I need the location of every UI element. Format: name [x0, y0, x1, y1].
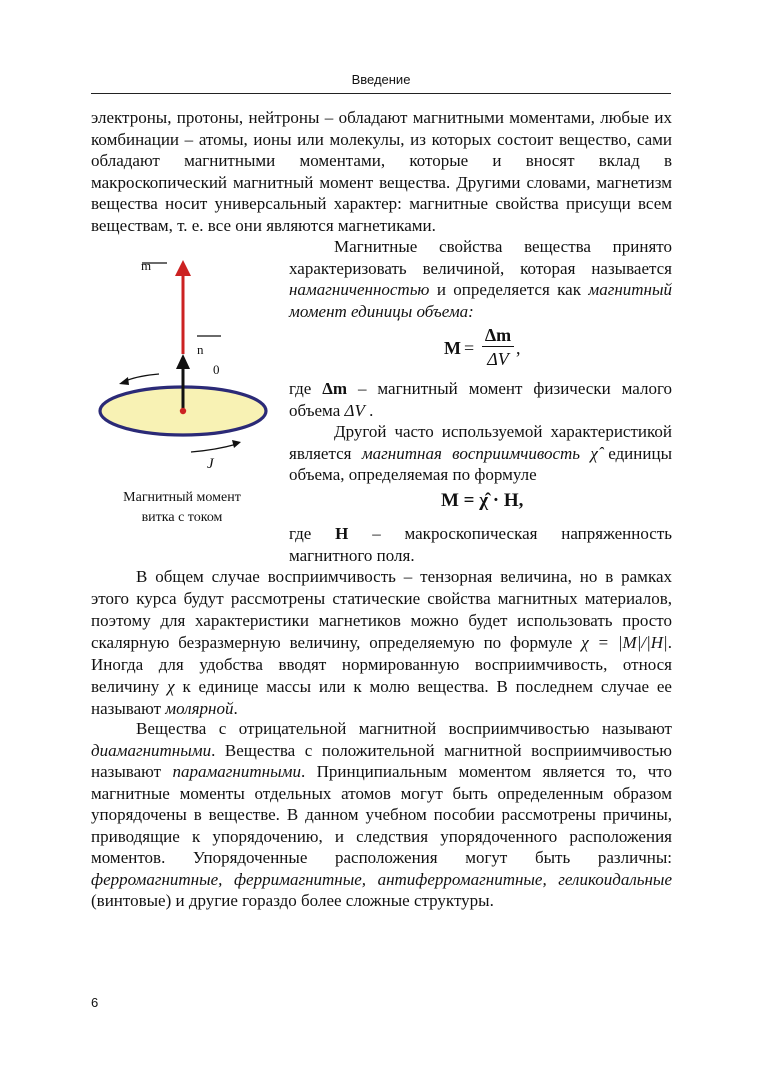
running-header: Введение — [351, 72, 411, 87]
label-origin: 0 — [213, 362, 220, 377]
tensor-text-a: В общем случае восприимчивость – тензорная величина, но в рамках этого курса будут рассмотрены статические свойства магнитных материалов, поэтому для характеристики магнетиков можно будет использовать просто скалярную безразмерную величину, определяемую по формуле — [91, 567, 672, 652]
paramagnetic-term: парамагнитными — [172, 762, 301, 781]
susceptibility-symbol: χ̂ — [590, 443, 598, 463]
where1-c: . — [364, 400, 374, 420]
normal-vector-arrowhead — [176, 354, 190, 369]
classes-paragraph — [91, 718, 672, 912]
formula1-denominator: ΔV — [487, 349, 509, 369]
formula1-lhs: M — [444, 338, 461, 358]
magnetization-definition: магнитный момент единицы объема: — [289, 280, 672, 321]
formula1-equals: = — [464, 338, 475, 358]
susceptibility-text-b: единицы объема, определяемая по формуле — [289, 443, 672, 484]
chi-formula: χ = |M|/|H| — [581, 633, 668, 652]
header-rule — [91, 93, 671, 94]
where2-b: – макроскопическая напряженность магнитного поля. — [289, 524, 672, 565]
formula1-numerator: Δm — [484, 325, 512, 345]
tensor-paragraph — [91, 566, 672, 720]
label-n: n — [197, 342, 204, 357]
where2-a: где — [289, 524, 336, 543]
where-delta-m — [289, 378, 672, 421]
formula-susceptibility: M = χ̂ · H, — [441, 490, 524, 511]
classes-text-b: . Вещества с положительной магнитной восприимчивостью называют — [91, 740, 672, 781]
moment-vector-arrowhead — [175, 260, 191, 276]
tensor-text-d: . — [233, 699, 238, 718]
circulation-arrowhead-top — [119, 377, 129, 385]
intro-paragraph: электроны, протоны, нейтроны – обладают магнитными моментами, любые их комбинации – атомы, ионы или молекулы, из которых состоит вещество, сами обладают магнитными моментами, которые и вносят вклад в макроскопический магнитный момент вещества. Другими словами, магнетизм вещества носит универсальный характер: магнитные свойства присущи всем веществам, т. е. все они являются магнетиками. — [91, 108, 672, 235]
where1-sym2: ΔV — [344, 400, 365, 420]
label-m: m — [141, 258, 152, 273]
where1-sym1: Δm — [322, 379, 348, 398]
magnetization-text-a: Магнитные свойства вещества принято характеризовать величиной, которая называется — [289, 237, 672, 278]
ordering-types: ферромагнитные, ферримагнитные, антиферромагнитные, геликоидальные — [91, 869, 672, 889]
classes-text-d: (винтовые) и другие гораздо более сложные структуры. — [91, 891, 494, 910]
circulation-arrow-bottom — [191, 444, 237, 452]
loop-center — [180, 408, 186, 414]
magnetization-paragraph — [289, 236, 672, 322]
classes-text-a: Вещества с отрицательной магнитной восприимчивостью называют — [136, 719, 672, 738]
caption-line-1: Магнитный момент — [123, 490, 241, 505]
label-current-J: J — [207, 456, 214, 472]
formula1-fraction-bar — [482, 346, 514, 347]
magnetization-term: намагниченностью — [289, 280, 430, 299]
current-loop-figure — [91, 250, 281, 480]
formula1-comma: , — [516, 338, 521, 358]
caption-line-2: витка с током — [141, 510, 223, 525]
susceptibility-paragraph — [289, 421, 672, 486]
magnetization-text-b: и определяется как — [429, 280, 589, 299]
where1-a: где — [289, 379, 323, 398]
tensor-text-c: к единице массы или к молю вещества. В последнем случае ее называют — [91, 677, 672, 718]
circulation-arrowhead-bottom — [232, 440, 241, 448]
tensor-text-b: . Иногда для удобства вводят нормированную восприимчивость, относя величину — [91, 633, 672, 696]
where-H — [289, 523, 672, 566]
figure-caption — [91, 488, 273, 528]
page-number: 6 — [91, 995, 99, 1010]
diamagnetic-term: диамагнитными — [91, 740, 212, 760]
chi-symbol: χ — [167, 677, 175, 696]
where2-sym: H — [335, 524, 349, 543]
susceptibility-text-a: Другой часто используемой характеристикой является — [289, 422, 672, 463]
molar-term: молярной — [165, 699, 234, 718]
classes-text-c: . Принципиальным моментом является то, что магнитные моменты отдельных атомов могут быть определенным образом упорядочены в веществе. В данном учебном пособии рассмотрены причины, приводящие к упорядочению, и следствия упорядоченного расположения моментов. Упорядоченные расположения могут быть различны: — [91, 762, 672, 867]
where1-b: – магнитный момент физически малого объема — [289, 379, 672, 420]
susceptibility-term: магнитная восприимчивость — [361, 443, 581, 463]
